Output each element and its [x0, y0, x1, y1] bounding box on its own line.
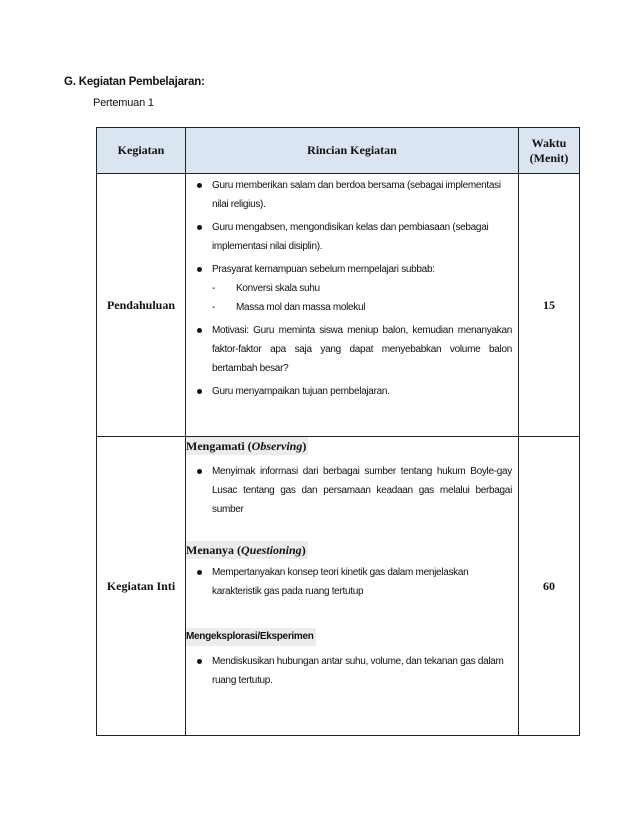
inti-label: Kegiatan Inti	[97, 437, 186, 736]
questioning-title-main: Menanya (	[186, 543, 241, 557]
header-rincian: Rincian Kegiatan	[186, 128, 519, 174]
list-item: Menyimak informasi dari berbagai sumber tentang hukum Boyle-gay Lusac tentang gas dan persamaan keadaan gas melalui berbagai sumber	[186, 462, 518, 519]
header-kegiatan: Kegiatan	[97, 128, 186, 174]
list-item	[186, 260, 518, 317]
list-item: Mempertanyakan konsep teori kinetik gas dalam menjelaskan karakteristik gas pada ruang tertutup	[186, 563, 518, 601]
meeting-label: Pertemuan 1	[93, 97, 154, 109]
sub-list-item: - Massa mol dan massa molekul	[212, 298, 512, 317]
questioning-title-italic: Questioning	[241, 543, 302, 557]
section-title: G. Kegiatan Pembelajaran:	[64, 76, 205, 88]
list-item: Guru mengabsen, mengondisikan kelas dan pembiasaan (sebagai implementasi nilai disiplin).	[186, 218, 518, 256]
list-item: Motivasi: Guru meminta siswa meniup balon, kemudian menanyakan faktor-faktor apa saja yang dapat menyebabkan volume balon bertambah besar?	[186, 321, 518, 378]
table-header-row	[97, 128, 580, 174]
inti-time: 60	[519, 437, 580, 736]
inti-details	[186, 437, 519, 736]
list-item: Guru memberikan salam dan berdoa bersama (sebagai implementasi nilai religius).	[186, 176, 518, 214]
table-row-inti	[97, 437, 580, 736]
pendahuluan-time: 15	[519, 174, 580, 437]
observing-title-end: )	[302, 439, 307, 453]
questioning-list	[186, 563, 518, 601]
observing-heading	[186, 437, 518, 457]
pendahuluan-label: Pendahuluan	[97, 174, 186, 437]
list-item: Mendiskusikan hubungan antar suhu, volume, dan tekanan gas dalam ruang tertutup.	[186, 652, 518, 690]
questioning-heading	[186, 541, 518, 561]
activity-table	[96, 127, 580, 736]
header-waktu-line2: (Menit)	[529, 150, 569, 165]
table-row-pendahuluan	[97, 174, 580, 437]
questioning-title-end: )	[301, 543, 306, 557]
exploring-heading	[186, 627, 518, 646]
exploring-title: Mengeksplorasi/Eksperimen	[186, 628, 316, 646]
header-waktu	[519, 128, 580, 174]
observing-list	[186, 462, 518, 519]
sub-list	[212, 279, 512, 317]
pendahuluan-details	[186, 174, 519, 437]
pendahuluan-list	[186, 176, 518, 401]
observing-title-main: Mengamati (	[186, 439, 252, 453]
observing-title-italic: Observing	[251, 439, 303, 453]
list-item: Guru menyampaikan tujuan pembelajaran.	[186, 382, 518, 401]
header-waktu-line1: Waktu	[531, 135, 567, 150]
sub-list-item: - Konversi skala suhu	[212, 279, 512, 298]
list-item-text: Prasyarat kemampuan sebelum mempelajari subbab:	[212, 264, 435, 275]
exploring-list	[186, 652, 518, 690]
